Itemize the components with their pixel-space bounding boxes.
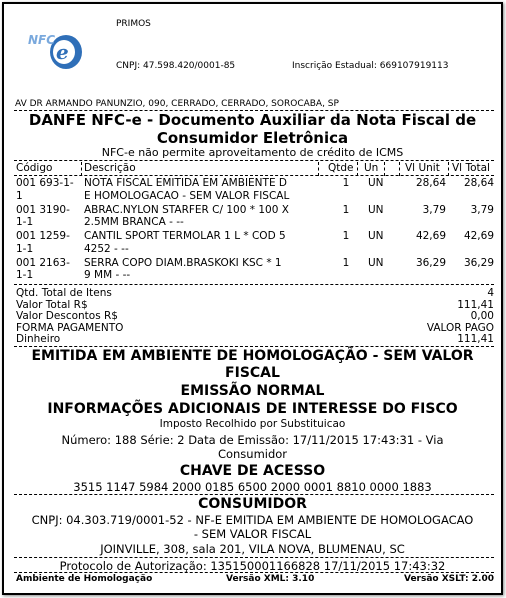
item-qtde: 1 <box>342 230 350 242</box>
item-total-value: 28,64 <box>463 177 494 189</box>
qtd-items-value: 4 <box>487 287 494 299</box>
divider <box>14 572 494 573</box>
discount-value: 0,00 <box>470 310 494 322</box>
nfce-logo-icon <box>26 26 98 74</box>
icms-note: NFC-e não permite aproveitamento de crédito de ICMS <box>101 146 404 159</box>
consumer-address: JOINVILLE, 308, sala 201, VILA NOVA, BLUMENAU, SC <box>100 542 405 556</box>
item-desc: CANTIL SPORT TERMOLAR 1 L * COD 5 4252 - -- <box>84 230 286 255</box>
table-row <box>14 176 494 203</box>
discount-label: Valor Descontos R$ <box>16 310 118 322</box>
table-row <box>14 229 494 256</box>
table-header <box>14 161 494 176</box>
item-unit-value: 42,69 <box>415 230 446 242</box>
emitter-ie: Inscrição Estadual: 669107919113 <box>292 61 449 71</box>
homolog-warning-line2: FISCAL <box>225 365 280 381</box>
svg-text:NFC: NFC <box>28 33 56 47</box>
item-code: 001 693-1- 1 <box>16 177 74 202</box>
col-vt: Vl Total <box>452 162 490 174</box>
item-desc: NOTA FISCAL EMITIDA EM AMBIENTE D E HOMOLOGACAO - SEM VALOR FISCAL <box>84 177 290 202</box>
item-desc: ABRAC.NYLON STARFER C/ 100 * 100 X 2.5MM BRANCA - -- <box>84 203 289 228</box>
item-unit-value: 36,29 <box>415 256 446 269</box>
homolog-warning-line1: EMITIDA EM AMBIENTE DE HOMOLOGAÇÃO - SEM VALOR <box>31 348 474 364</box>
item-unit-value: 3,79 <box>422 203 446 216</box>
table-row <box>14 203 494 230</box>
svg-text:e: e <box>56 40 69 64</box>
environment-label: Ambiente de Homologação <box>16 574 153 584</box>
col-vu: Vl Unit <box>405 162 440 174</box>
divider <box>14 346 494 347</box>
total-label: Valor Total R$ <box>16 298 88 311</box>
paid-label: VALOR PAGO <box>426 321 494 334</box>
xslt-version: Versão XSLT: 2.00 <box>403 574 494 584</box>
item-desc: SERRA COPO DIAM.BRASKOKI KSC * 1 9 MM - -- <box>84 256 282 281</box>
item-code: 001 1259- 1-1 <box>16 230 70 255</box>
xml-version: Versão XML: 3.10 <box>226 574 315 584</box>
cash-value: 111,41 <box>457 333 494 345</box>
item-un: UN <box>368 177 384 189</box>
divider <box>14 557 494 558</box>
table-row <box>14 256 494 283</box>
doc-title-line2: Consumidor Eletrônica <box>156 129 349 147</box>
payment-label: FORMA PAGAMENTO <box>16 321 124 334</box>
divider <box>14 284 494 285</box>
consumer-cnpj: CNPJ: 04.303.719/0001-52 - NF-E EMITIDA EM AMBIENTE DE HOMOLOGACAO <box>31 513 474 527</box>
additional-info-title: INFORMAÇÕES ADICIONAIS DE INTERESSE DO FISCO <box>47 401 458 417</box>
item-qtde: 1 <box>342 177 350 189</box>
totals-section <box>16 287 494 345</box>
item-qtde: 1 <box>342 256 350 269</box>
item-qtde: 1 <box>342 203 350 216</box>
qtd-items-label: Qtd. Total de Itens <box>16 287 112 299</box>
danfe-document <box>2 2 503 595</box>
item-total-value: 42,69 <box>463 230 494 242</box>
item-un: UN <box>368 256 384 269</box>
item-un: UN <box>368 203 384 216</box>
items-table <box>14 161 494 282</box>
emission-type: EMISSÃO NORMAL <box>180 383 325 399</box>
emitter-cnpj: CNPJ: 47.598.420/0001-85 <box>116 61 236 71</box>
authorization-protocol: Protocolo de Autorização: 135150001166828 17/11/2015 17:43:32 <box>59 559 446 573</box>
col-desc: Descrição <box>84 162 136 174</box>
consumer-title: CONSUMIDOR <box>198 496 307 512</box>
col-un: Un <box>364 162 379 174</box>
emitter-name: PRIMOS <box>116 19 151 29</box>
col-code: Código <box>16 162 53 174</box>
item-un: UN <box>368 230 384 242</box>
doc-title-line1: DANFE NFC-e - Documento Auxiliar da Nota Fiscal de <box>28 111 477 129</box>
total-value: 111,41 <box>457 298 494 311</box>
number-series-date: Número: 188 Série: 2 Data de Emissão: 17/11/2015 17:43:31 - Via <box>61 433 444 447</box>
item-unit-value: 28,64 <box>415 177 446 189</box>
tax-note: Imposto Recolhido por Substituicao <box>159 418 346 430</box>
access-key: 3515 1147 5984 2000 0185 6500 2000 0001 8810 0000 1883 <box>73 480 432 494</box>
col-qtde: Qtde <box>328 162 354 174</box>
consumer-cnpj-cont: - SEM VALOR FISCAL <box>193 527 312 541</box>
emitter-header <box>4 4 501 109</box>
via-consumidor: Consumidor <box>217 447 288 461</box>
item-total-value: 36,29 <box>463 256 494 269</box>
item-code: 001 2163- 1-1 <box>16 256 70 281</box>
item-code: 001 3190- 1-1 <box>16 203 70 228</box>
cash-label: Dinheiro <box>16 333 61 345</box>
divider <box>14 494 494 495</box>
access-key-title: CHAVE DE ACESSO <box>179 463 326 479</box>
item-total-value: 3,79 <box>470 203 494 216</box>
emitter-address: AV DR ARMANDO PANUNZIO, 090, CERRADO, CERRADO, SOROCABA, SP <box>15 99 339 109</box>
